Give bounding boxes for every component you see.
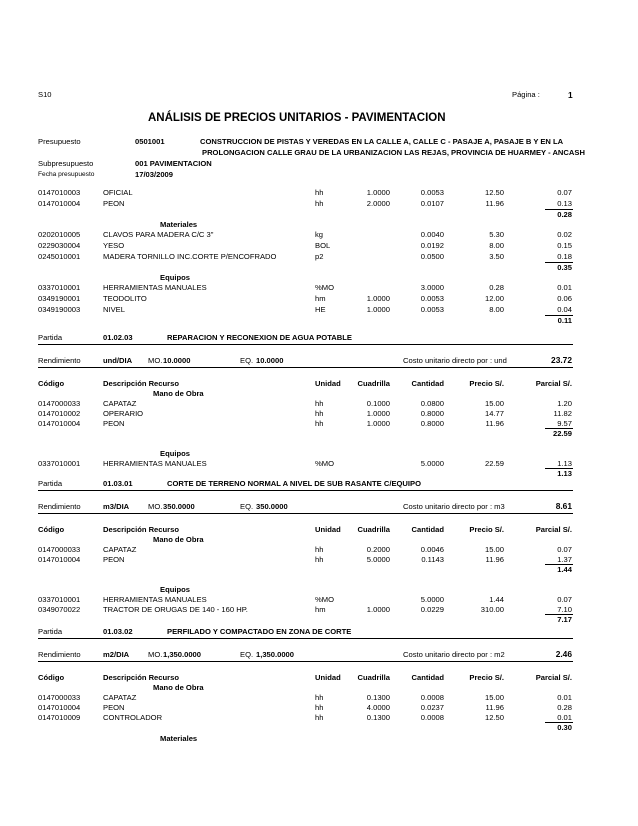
partida-name: REPARACION Y RECONEXION DE AGUA POTABLE [167, 333, 352, 342]
partida-name: PERFILADO Y COMPACTADO EN ZONA DE CORTE [167, 627, 352, 636]
resource-parcial: 7.10 [557, 605, 572, 614]
resource-code: 0337010001 [38, 595, 81, 604]
col-codigo: Código [38, 673, 65, 682]
rendimiento-unit: m3/DIA [103, 502, 130, 511]
resource-parcial: 0.04 [557, 305, 572, 314]
resource-parcial: 0.28 [557, 703, 572, 712]
resource-code: 0147010009 [38, 713, 81, 722]
labor-subtotal: 22.59 [552, 429, 572, 438]
fecha-label: Fecha presupuesto [38, 171, 95, 178]
report-code: S10 [38, 90, 52, 99]
eq-label: EQ. [240, 356, 254, 365]
col-unidad: Unidad [315, 525, 341, 534]
resource-cantidad: 0.0040 [420, 230, 444, 239]
materials-subtotal: 0.35 [557, 263, 572, 272]
resource-precio: 310.00 [480, 605, 504, 614]
resource-cantidad: 0.8000 [420, 409, 444, 418]
partida-name: CORTE DE TERRENO NORMAL A NIVEL DE SUB RASANTE C/EQUIPO [167, 479, 421, 488]
resource-description: HERRAMIENTAS MANUALES [103, 283, 207, 292]
presupuesto-label: Presupuesto [38, 137, 81, 146]
section-mano-de-obra: Mano de Obra [153, 683, 204, 692]
resource-description: OFICIAL [103, 188, 133, 197]
resource-code: 0147010003 [38, 188, 81, 197]
resource-cantidad: 0.0053 [420, 188, 444, 197]
resource-unit: hh [315, 555, 324, 564]
resource-code: 0147010004 [38, 703, 81, 712]
partida-label: Partida [38, 627, 63, 636]
resource-parcial: 9.57 [557, 419, 572, 428]
mo-value: 10.0000 [163, 356, 191, 365]
resource-cantidad: 3.0000 [420, 283, 444, 292]
resource-unit: BOL [315, 241, 331, 250]
resource-precio: 12.50 [484, 713, 504, 722]
col-cantidad: Cantidad [411, 525, 444, 534]
resource-cantidad: 5.0000 [420, 459, 444, 468]
resource-precio: 14.77 [484, 409, 504, 418]
resource-cantidad: 0.0229 [420, 605, 444, 614]
resource-cuadrilla: 1.0000 [366, 605, 390, 614]
resource-cuadrilla: 1.0000 [366, 188, 390, 197]
resource-cuadrilla: 0.1300 [366, 693, 390, 702]
resource-code: 0337010001 [38, 459, 81, 468]
labor-subtotal: 0.30 [557, 723, 572, 732]
costo-unitario-label: Costo unitario directo por : m3 [403, 502, 505, 511]
resource-parcial: 0.06 [557, 294, 572, 303]
page-label: Página : [512, 90, 540, 99]
col-cuadrilla: Cuadrilla [357, 525, 390, 534]
section-equipos: Equipos [160, 273, 190, 282]
costo-unitario-value: 23.72 [551, 355, 572, 365]
section-mano-de-obra: Mano de Obra [153, 535, 204, 544]
resource-cantidad: 5.0000 [420, 595, 444, 604]
resource-code: 0349190001 [38, 294, 81, 303]
resource-unit: hm [315, 294, 326, 303]
resource-unit: hh [315, 713, 324, 722]
col-unidad: Unidad [315, 673, 341, 682]
resource-cuadrilla: 0.1000 [366, 399, 390, 408]
section-equipos: Equipos [160, 585, 190, 594]
resource-cantidad: 0.0053 [420, 305, 444, 314]
resource-code: 0147010004 [38, 199, 81, 208]
resource-cantidad: 0.1143 [421, 555, 444, 564]
presupuesto-desc-line2: PROLONGACION CALLE GRAU DE LA URBANIZACION LAS REJAS, PROVINCIA DE HUARMEY - ANCASH [202, 148, 585, 157]
resource-code: 0147000033 [38, 693, 81, 702]
presupuesto-desc-line1: CONSTRUCCION DE PISTAS Y VEREDAS EN LA CALLE A, CALLE C - PASAJE A, PASAJE B Y EN LA [200, 137, 564, 146]
col-descripcion: Descripción Recurso [103, 525, 179, 534]
resource-description: PEON [103, 703, 125, 712]
resource-description: CONTROLADOR [103, 713, 163, 722]
resource-unit: hh [315, 188, 324, 197]
costo-unitario-label: Costo unitario directo por : und [403, 356, 507, 365]
resource-parcial: 0.01 [557, 283, 572, 292]
resource-parcial: 0.02 [557, 230, 572, 239]
resource-precio: 8.00 [489, 305, 504, 314]
costo-unitario-value: 8.61 [555, 501, 572, 511]
resource-description: CLAVOS PARA MADERA C/C 3" [103, 230, 214, 239]
resource-parcial: 0.15 [557, 241, 572, 250]
resource-precio: 11.96 [485, 555, 504, 564]
resource-unit: %MO [315, 283, 334, 292]
section-equipos: Equipos [160, 449, 190, 458]
resource-description: CAPATAZ [103, 693, 137, 702]
col-parcial: Parcial S/. [535, 673, 572, 682]
resource-precio: 22.59 [484, 459, 504, 468]
resource-cantidad: 0.0046 [420, 545, 444, 554]
mo-value: 1,350.0000 [163, 650, 202, 659]
col-codigo: Código [38, 525, 65, 534]
rendimiento-rule [38, 513, 573, 514]
resource-cuadrilla: 1.0000 [366, 305, 390, 314]
resource-precio: 11.96 [485, 703, 504, 712]
resource-cantidad: 0.0237 [420, 703, 444, 712]
partida-code: 01.02.03 [103, 333, 133, 342]
subpresupuesto-value: 001 PAVIMENTACION [135, 159, 212, 168]
resource-code: 0245010001 [38, 252, 81, 261]
resource-description: MADERA TORNILLO INC.CORTE P/ENCOFRADO [103, 252, 277, 261]
subpresupuesto-label: Subpresupuesto [38, 159, 94, 168]
col-codigo: Código [38, 379, 65, 388]
resource-precio: 11.96 [485, 199, 504, 208]
partida-code: 01.03.01 [103, 479, 133, 488]
resource-code: 0202010005 [38, 230, 81, 239]
col-precio: Precio S/. [469, 379, 504, 388]
mo-label: MO. [148, 650, 163, 659]
costo-unitario-label: Costo unitario directo por : m2 [403, 650, 505, 659]
resource-precio: 1.44 [489, 595, 504, 604]
resource-parcial: 11.82 [553, 409, 572, 418]
rendimiento-label: Rendimiento [38, 502, 81, 511]
resource-precio: 11.96 [485, 419, 504, 428]
col-parcial: Parcial S/. [535, 379, 572, 388]
resource-unit: p2 [315, 252, 324, 261]
resource-precio: 0.28 [489, 283, 504, 292]
labor-subtotal: 0.28 [557, 210, 572, 219]
resource-cantidad: 0.0500 [420, 252, 444, 261]
eq-value: 1,350.0000 [256, 650, 295, 659]
labor-subtotal: 1.44 [557, 565, 572, 574]
equipment-subtotal: 7.17 [557, 615, 572, 624]
col-cuadrilla: Cuadrilla [357, 379, 390, 388]
resource-parcial: 1.13 [557, 459, 572, 468]
resource-code: 0147010004 [38, 419, 81, 428]
resource-precio: 12.50 [484, 188, 504, 197]
resource-cantidad: 0.0800 [420, 399, 444, 408]
resource-description: HERRAMIENTAS MANUALES [103, 459, 207, 468]
resource-unit: hh [315, 693, 324, 702]
partida-code: 01.03.02 [103, 627, 133, 636]
resource-unit: hh [315, 409, 324, 418]
resource-code: 0147000033 [38, 399, 81, 408]
resource-cuadrilla: 5.0000 [366, 555, 390, 564]
presupuesto-code: 0501001 [135, 137, 165, 146]
resource-code: 0147010004 [38, 555, 81, 564]
fecha-value: 17/03/2009 [135, 170, 174, 179]
resource-unit: %MO [315, 459, 334, 468]
resource-precio: 15.00 [484, 545, 504, 554]
resource-code: 0337010001 [38, 283, 81, 292]
resource-cuadrilla: 1.0000 [366, 409, 390, 418]
resource-description: HERRAMIENTAS MANUALES [103, 595, 207, 604]
resource-code: 0349190003 [38, 305, 81, 314]
resource-description: TRACTOR DE ORUGAS DE 140 - 160 HP. [103, 605, 248, 614]
resource-precio: 15.00 [484, 399, 504, 408]
partida-rule [38, 490, 573, 491]
resource-description: YESO [103, 241, 125, 250]
resource-cuadrilla: 0.1300 [366, 713, 390, 722]
resource-parcial: 0.07 [557, 188, 572, 197]
col-descripcion: Descripción Recurso [103, 673, 179, 682]
rendimiento-label: Rendimiento [38, 356, 81, 365]
resource-precio: 15.00 [484, 693, 504, 702]
rendimiento-rule [38, 367, 573, 368]
col-descripcion: Descripción Recurso [103, 379, 179, 388]
resource-cuadrilla: 1.0000 [366, 294, 390, 303]
rendimiento-rule [38, 661, 573, 662]
col-cantidad: Cantidad [411, 673, 444, 682]
resource-parcial: 0.18 [557, 252, 572, 261]
col-unidad: Unidad [315, 379, 341, 388]
resource-description: OPERARIO [103, 409, 144, 418]
resource-code: 0229030004 [38, 241, 81, 250]
resource-description: CAPATAZ [103, 545, 137, 554]
eq-label: EQ. [240, 650, 254, 659]
resource-cantidad: 0.0192 [420, 241, 444, 250]
resource-description: CAPATAZ [103, 399, 137, 408]
resource-parcial: 0.07 [557, 595, 572, 604]
resource-cantidad: 0.0008 [420, 713, 444, 722]
resource-precio: 3.50 [489, 252, 504, 261]
resource-cantidad: 0.0008 [420, 693, 444, 702]
resource-cuadrilla: 4.0000 [366, 703, 390, 712]
equipment-subtotal: 0.11 [557, 316, 572, 325]
resource-precio: 8.00 [489, 241, 504, 250]
resource-code: 0147010002 [38, 409, 81, 418]
costo-unitario-value: 2.46 [555, 649, 572, 659]
col-precio: Precio S/. [469, 673, 504, 682]
resource-unit: %MO [315, 595, 334, 604]
resource-description: PEON [103, 199, 125, 208]
resource-cantidad: 0.0107 [420, 199, 444, 208]
resource-unit: hm [315, 605, 326, 614]
resource-cantidad: 0.8000 [420, 419, 444, 428]
section-materiales: Materiales [160, 220, 198, 229]
col-parcial: Parcial S/. [535, 525, 572, 534]
eq-value: 350.0000 [256, 502, 288, 511]
col-cantidad: Cantidad [411, 379, 444, 388]
partida-rule [38, 638, 573, 639]
partida-label: Partida [38, 479, 63, 488]
resource-parcial: 1.20 [557, 399, 572, 408]
mo-label: MO. [148, 356, 163, 365]
col-cuadrilla: Cuadrilla [357, 673, 390, 682]
resource-code: 0147000033 [38, 545, 81, 554]
resource-unit: hh [315, 199, 324, 208]
rendimiento-unit: m2/DIA [103, 650, 130, 659]
resource-parcial: 0.07 [557, 545, 572, 554]
resource-cuadrilla: 0.2000 [366, 545, 390, 554]
resource-unit: hh [315, 419, 324, 428]
resource-parcial: 0.13 [557, 199, 572, 208]
resource-description: NIVEL [103, 305, 125, 314]
rendimiento-label: Rendimiento [38, 650, 81, 659]
resource-precio: 5.30 [489, 230, 504, 239]
resource-description: TEODOLITO [103, 294, 147, 303]
section-materiales: Materiales [160, 734, 198, 743]
resource-precio: 12.00 [484, 294, 504, 303]
section-mano-de-obra: Mano de Obra [153, 389, 204, 398]
resource-parcial: 1.37 [557, 555, 572, 564]
resource-unit: hh [315, 399, 324, 408]
resource-unit: HE [315, 305, 326, 314]
col-precio: Precio S/. [469, 525, 504, 534]
partida-rule [38, 344, 573, 345]
page-number: 1 [568, 90, 573, 100]
resource-parcial: 0.01 [557, 713, 572, 722]
resource-unit: hh [315, 545, 324, 554]
resource-code: 0349070022 [38, 605, 81, 614]
resource-description: PEON [103, 555, 125, 564]
rendimiento-unit: und/DIA [103, 356, 133, 365]
eq-value: 10.0000 [256, 356, 284, 365]
resource-cuadrilla: 1.0000 [366, 419, 390, 428]
resource-unit: kg [315, 230, 324, 239]
resource-unit: hh [315, 703, 324, 712]
mo-label: MO. [148, 502, 163, 511]
page-title: ANÁLISIS DE PRECIOS UNITARIOS - PAVIMENTACION [148, 112, 446, 124]
mo-value: 350.0000 [163, 502, 195, 511]
resource-parcial: 0.01 [557, 693, 572, 702]
resource-description: PEON [103, 419, 125, 428]
partida-label: Partida [38, 333, 63, 342]
resource-cantidad: 0.0053 [420, 294, 444, 303]
eq-label: EQ. [240, 502, 254, 511]
resource-cuadrilla: 2.0000 [366, 199, 390, 208]
equipment-subtotal: 1.13 [557, 469, 572, 478]
